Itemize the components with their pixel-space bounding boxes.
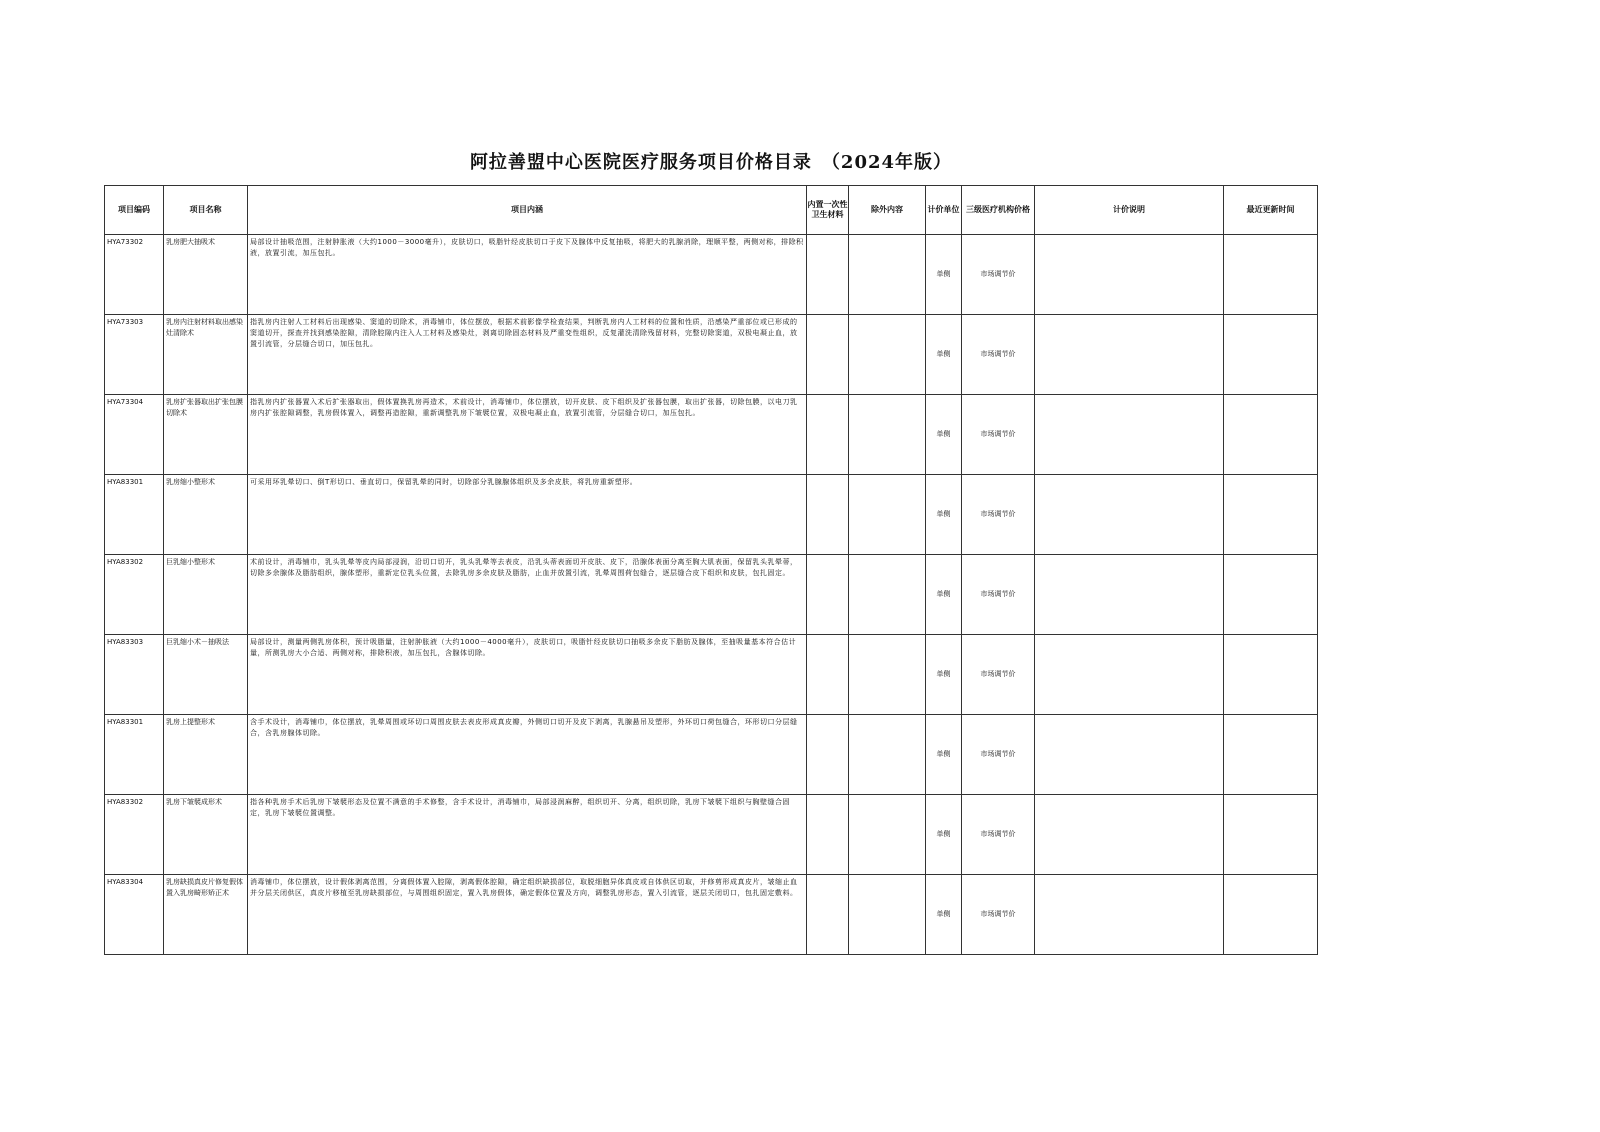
table-row <box>105 715 1318 795</box>
pricing-notes-cell <box>1035 555 1224 635</box>
table-row <box>105 555 1318 635</box>
table-row <box>105 235 1318 315</box>
unit-cell: 单侧 <box>926 235 962 315</box>
materials-cell <box>807 475 849 555</box>
price-cell: 市场调节价 <box>962 475 1035 555</box>
updated-cell <box>1224 795 1318 875</box>
table-row <box>105 875 1318 955</box>
pricing-notes-cell <box>1035 635 1224 715</box>
header-content: 项目内涵 <box>248 186 807 235</box>
item-code: HYA73304 <box>105 395 164 475</box>
item-name: 乳房上提整形术 <box>164 715 248 795</box>
page-title: 阿拉善盟中心医院医疗服务项目价格目录 （2024年版） <box>469 152 953 173</box>
materials-cell <box>807 395 849 475</box>
exclusions-cell <box>849 555 926 635</box>
exclusions-cell <box>849 395 926 475</box>
price-cell: 市场调节价 <box>962 635 1035 715</box>
header-exclusions: 除外内容 <box>849 186 926 235</box>
item-name: 乳房下皱襞成形术 <box>164 795 248 875</box>
price-cell: 市场调节价 <box>962 715 1035 795</box>
exclusions-cell <box>849 715 926 795</box>
materials-cell <box>807 555 849 635</box>
item-content: 指各种乳房手术后乳房下皱襞形态及位置不满意的手术修整，含手术设计，消毒铺巾，局部浸润麻醉，组织切开、分离，组织切除，乳房下皱襞下组织与胸壁缝合固定，乳房下皱襞位置调整。 <box>248 795 807 875</box>
exclusions-cell <box>849 795 926 875</box>
price-cell: 市场调节价 <box>962 555 1035 635</box>
item-content: 局部设计，测量两侧乳房体积，预计吸脂量，注射肿胀液（大约1000－4000毫升），皮肤切口，吸脂针经皮肤切口抽吸多余皮下脂肪及腺体，至抽吸量基本符合估计量，所测乳房大小合适、两侧对称，排除积液，加压包扎，含腺体切除。 <box>248 635 807 715</box>
materials-cell <box>807 795 849 875</box>
item-code: HYA83302 <box>105 555 164 635</box>
header-unit: 计价单位 <box>926 186 962 235</box>
item-content: 含手术设计，消毒铺巾，体位摆放，乳晕周围或环切口周围皮肤去表皮形成真皮瓣，外侧切口切开及皮下剥离，乳腺悬吊及塑形，外环切口荷包缝合，环形切口分层缝合，含乳房腺体切除。 <box>248 715 807 795</box>
item-code: HYA83303 <box>105 635 164 715</box>
unit-cell: 单侧 <box>926 715 962 795</box>
item-code: HYA83301 <box>105 475 164 555</box>
updated-cell <box>1224 315 1318 395</box>
materials-cell <box>807 875 849 955</box>
updated-cell <box>1224 395 1318 475</box>
pricing-notes-cell <box>1035 795 1224 875</box>
unit-cell: 单侧 <box>926 475 962 555</box>
price-cell: 市场调节价 <box>962 395 1035 475</box>
item-name: 乳房内注射材料取出感染灶清除术 <box>164 315 248 395</box>
table-row <box>105 475 1318 555</box>
price-catalog-table <box>104 185 1318 955</box>
header-code: 项目编码 <box>105 186 164 235</box>
updated-cell <box>1224 475 1318 555</box>
pricing-notes-cell <box>1035 315 1224 395</box>
item-content: 指乳房内注射人工材料后出现感染、窦道的切除术，消毒铺巾，体位摆放，根据术前影像学检查结果，判断乳房内人工材料的位置和性质，沿感染严重部位或已形成的窦道切开，探查并找到感染腔隙，清除腔隙内注入人工材料及感染灶，剥离切除固态材料及严重变性组织，反复灌洗清除残留材料，完整切除窦道，双极电凝止血，放置引流管，分层缝合切口，加压包扎。 <box>248 315 807 395</box>
table-row <box>105 635 1318 715</box>
item-name: 乳房缺损真皮片修复假体置入乳房畸形矫正术 <box>164 875 248 955</box>
unit-cell: 单侧 <box>926 795 962 875</box>
materials-cell <box>807 635 849 715</box>
item-name: 乳房缩小整形术 <box>164 475 248 555</box>
price-cell: 市场调节价 <box>962 235 1035 315</box>
exclusions-cell <box>849 475 926 555</box>
updated-cell <box>1224 635 1318 715</box>
item-content: 局部设计抽吸范围，注射肿胀液（大约1000－3000毫升），皮肤切口，吸脂针经皮肤切口于皮下及腺体中反复抽吸，将肥大的乳腺消除，理顺平整，两侧对称，排除积液，放置引流，加压包扎。 <box>248 235 807 315</box>
header-updated: 最近更新时间 <box>1224 186 1318 235</box>
item-code: HYA73302 <box>105 235 164 315</box>
item-name: 乳房扩张器取出扩张包膜切除术 <box>164 395 248 475</box>
pricing-notes-cell <box>1035 475 1224 555</box>
materials-cell <box>807 235 849 315</box>
item-code: HYA83302 <box>105 795 164 875</box>
price-cell: 市场调节价 <box>962 875 1035 955</box>
item-content: 可采用环乳晕切口、倒T形切口、垂直切口，保留乳晕的同时，切除部分乳腺腺体组织及多余皮肤，将乳房重新塑形。 <box>248 475 807 555</box>
unit-cell: 单侧 <box>926 635 962 715</box>
pricing-notes-cell <box>1035 875 1224 955</box>
unit-cell: 单侧 <box>926 315 962 395</box>
pricing-notes-cell <box>1035 395 1224 475</box>
unit-cell: 单侧 <box>926 555 962 635</box>
item-content: 术前设计，消毒铺巾，乳头乳晕等皮内局部浸润，沿切口切开，乳头乳晕等去表皮，沿乳头蒂表面切开皮肤、皮下，沿腺体表面分离至胸大肌表面，保留乳头乳晕蒂，切除多余腺体及脂肪组织，腺体塑形，重新定位乳头位置，去除乳房多余皮肤及脂肪，止血并放置引流，乳晕周围荷包缝合，逐层缝合皮下组织和皮肤，包扎固定。 <box>248 555 807 635</box>
table-row <box>105 395 1318 475</box>
item-name: 巨乳缩小整形术 <box>164 555 248 635</box>
exclusions-cell <box>849 635 926 715</box>
updated-cell <box>1224 235 1318 315</box>
item-code: HYA73303 <box>105 315 164 395</box>
exclusions-cell <box>849 875 926 955</box>
updated-cell <box>1224 875 1318 955</box>
table-row <box>105 315 1318 395</box>
header-materials: 内置一次性卫生材料 <box>807 186 849 235</box>
table-header-row <box>105 186 1318 235</box>
updated-cell <box>1224 715 1318 795</box>
item-name: 乳房肥大抽吸术 <box>164 235 248 315</box>
item-content: 消毒铺巾，体位摆放，设计假体剥离范围，分离假体置入腔隙，剥离假体腔隙，确定组织缺损部位，取脱细胞异体真皮或自体供区切取，并修剪形成真皮片，皱缩止血并分层关闭供区，真皮片移植至乳房缺损部位，与周围组织固定，置入乳房假体，确定假体位置及方向，调整乳房形态，置入引流管，逐层关闭切口，包扎固定敷料。 <box>248 875 807 955</box>
item-code: HYA83304 <box>105 875 164 955</box>
materials-cell <box>807 315 849 395</box>
unit-cell: 单侧 <box>926 875 962 955</box>
item-name: 巨乳缩小术－抽吸法 <box>164 635 248 715</box>
header-name: 项目名称 <box>164 186 248 235</box>
price-cell: 市场调节价 <box>962 315 1035 395</box>
updated-cell <box>1224 555 1318 635</box>
table-row <box>105 795 1318 875</box>
pricing-notes-cell <box>1035 235 1224 315</box>
price-cell: 市场调节价 <box>962 795 1035 875</box>
unit-cell: 单侧 <box>926 395 962 475</box>
item-content: 指乳房内扩张器置入术后扩张器取出，假体置换乳房再造术，术前设计，消毒铺巾，体位摆放，切开皮肤、皮下组织及扩张器包膜，取出扩张器，切除包膜，以电刀乳房内扩张腔隙调整，乳房假体置入，调整再造腔隙，重新调整乳房下皱襞位置，双极电凝止血，放置引流管，分层缝合切口，加压包扎。 <box>248 395 807 475</box>
header-pricing-notes: 计价说明 <box>1035 186 1224 235</box>
exclusions-cell <box>849 235 926 315</box>
materials-cell <box>807 715 849 795</box>
pricing-notes-cell <box>1035 715 1224 795</box>
exclusions-cell <box>849 315 926 395</box>
header-price: 三级医疗机构价格 <box>962 186 1035 235</box>
item-code: HYA83301 <box>105 715 164 795</box>
